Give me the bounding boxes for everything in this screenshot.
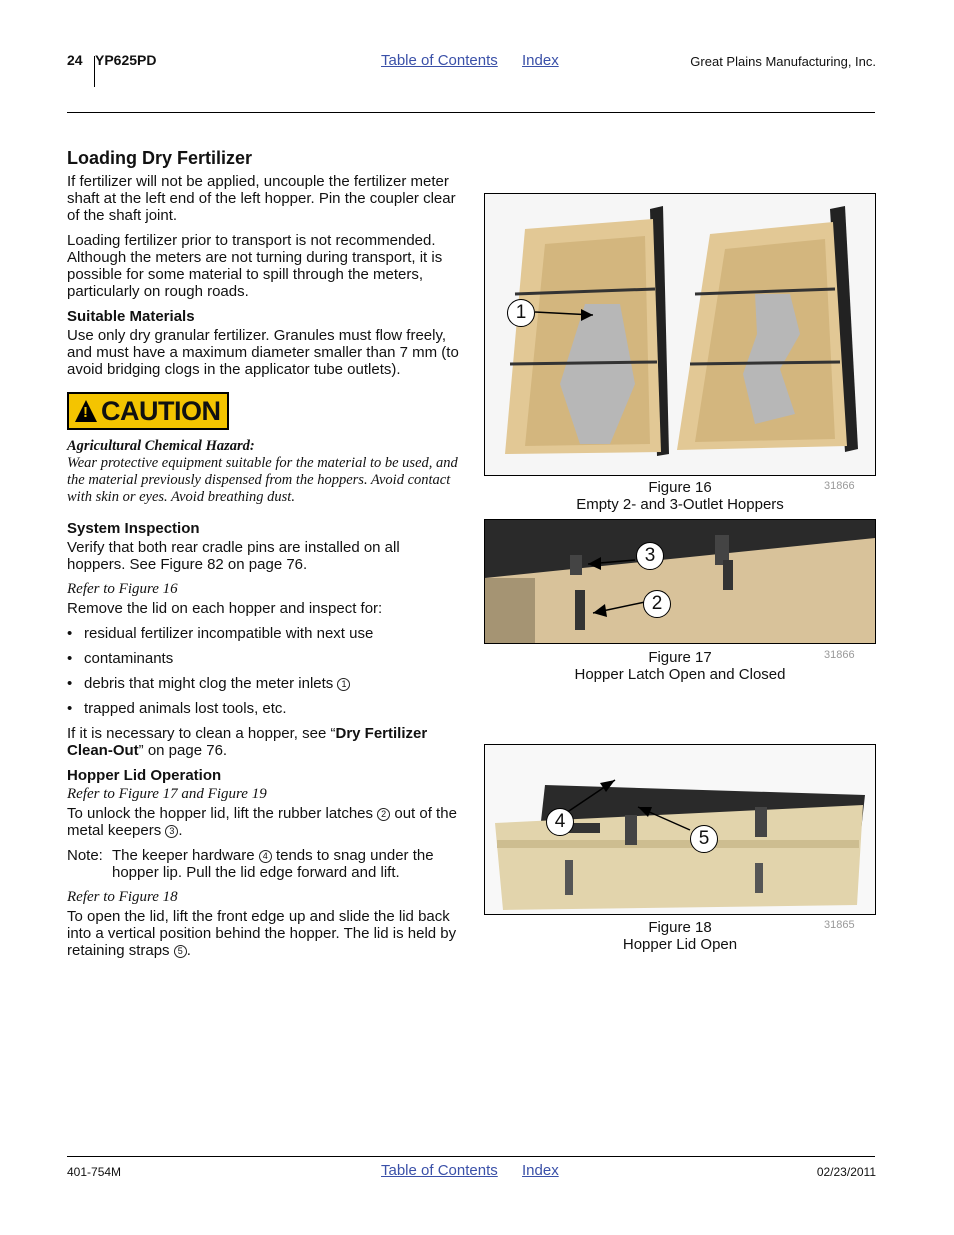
list-item: • trapped animals lost tools, etc. (67, 700, 459, 717)
main-column (67, 150, 459, 967)
lid-open-illustration (485, 745, 875, 914)
header-rule (67, 112, 875, 113)
figure-18-caption: Figure 18 Hopper Lid Open (622, 919, 738, 953)
figure-16-id: 31866 (824, 480, 855, 492)
note-text: The keeper hardware 4 tends to snag under the hopper lip. Pull the lid edge forward and lift. (112, 847, 434, 881)
callout-2: 2 (643, 590, 671, 618)
lid-operation-heading: Hopper Lid Operation (67, 767, 222, 784)
remove-lid-text: Remove the lid on each hopper and inspect for: (67, 600, 383, 617)
system-inspection-text: Verify that both rear cradle pins are installed on all hoppers. See Figure 82 on page 76. (67, 539, 400, 573)
refer-figure-17-19: Refer to Figure 17 and Figure 19 (67, 786, 267, 802)
list-item: • contaminants (67, 650, 459, 667)
hopper-illustration (485, 194, 875, 475)
callout-3: 3 (636, 542, 664, 570)
suitable-materials-text: Use only dry granular fertilizer. Granules must flow freely, and must have a maximum diameter smaller than 7 mm (to avoid bridging clogs in the applicator tube outlets). (67, 327, 459, 378)
figure-16-image (484, 193, 876, 476)
callout-marker: 1 (337, 678, 350, 691)
callout-marker: 2 (377, 808, 390, 821)
figure-18-id: 31865 (824, 919, 855, 931)
list-item: • residual fertilizer incompatible with next use (67, 625, 459, 642)
figure-16-caption: Figure 16 Empty 2- and 3-Outlet Hoppers (576, 479, 784, 513)
footer-rule (67, 1156, 875, 1157)
intro-paragraph-1: If fertilizer will not be applied, uncouple the fertilizer meter shaft at the left end of the left hopper. Pin the coupler clear of the shaft joint. (67, 173, 456, 224)
figure-17-id: 31866 (824, 649, 855, 661)
warning-triangle-icon: ! (75, 400, 97, 422)
open-lid-paragraph: To open the lid, lift the front edge up and slide the lid back into a vertical position behind the hopper. The lid is held by retaining straps 5 . (67, 908, 457, 959)
callout-marker: 5 (174, 945, 187, 958)
page-header-left (67, 52, 156, 68)
figure-18-image (484, 744, 876, 915)
note-label: Note: (67, 847, 103, 864)
intro-paragraph-2: Loading fertilizer prior to transport is not recommended. Although the meters are not turning during transport, it is possible for some material to spill through the meters, particularly on rough roads. (67, 232, 443, 300)
doc-number: 401-754M (67, 1165, 122, 1179)
section-title: Loading Dry Fertilizer (67, 148, 253, 168)
latch-illustration (485, 520, 875, 643)
callout-4: 4 (546, 808, 574, 836)
figure-17-caption: Figure 17 Hopper Latch Open and Closed (574, 649, 786, 683)
company-name: Great Plains Manufacturing, Inc. (690, 54, 876, 69)
note-block (67, 847, 459, 881)
toc-link-bottom[interactable]: Table of Contents (381, 1162, 498, 1179)
callout-1: 1 (507, 299, 535, 327)
hazard-text: Wear protective equipment suitable for the material to be used, and the material previously dispensed from the hoppers. Avoid contact with skin or eyes. Avoid breathing dust. (67, 455, 458, 505)
hazard-title: Agricultural Chemical Hazard: (67, 438, 255, 454)
list-item: • debris that might clog the meter inlets 1 (67, 675, 459, 692)
callout-marker: 4 (259, 850, 272, 863)
refer-figure-18: Refer to Figure 18 (67, 889, 178, 905)
clean-out-paragraph: If it is necessary to clean a hopper, see “Dry Fertilizer Clean-Out” on page 76. (67, 725, 428, 759)
callout-marker: 3 (165, 825, 178, 838)
index-link-top[interactable]: Index (522, 52, 559, 69)
page-number: 24 (67, 52, 83, 68)
callout-5: 5 (690, 825, 718, 853)
system-inspection-heading: System Inspection (67, 520, 200, 537)
caution-label (67, 392, 229, 430)
figure-17-image (484, 519, 876, 644)
doc-date: 02/23/2011 (816, 1165, 876, 1179)
caution-text: CAUTION (101, 395, 221, 426)
unlock-paragraph: To unlock the hopper lid, lift the rubber latches 2 out of the metal keepers 3 . (67, 805, 457, 839)
refer-figure-16: Refer to Figure 16 (67, 581, 178, 597)
toc-link-top[interactable]: Table of Contents (381, 52, 498, 69)
inspection-list (67, 625, 459, 717)
header-divider (94, 56, 95, 87)
suitable-materials-heading: Suitable Materials (67, 308, 195, 325)
clean-out-link-text: Dry Fertilizer Clean-Out (67, 725, 428, 759)
index-link-bottom[interactable]: Index (522, 1162, 559, 1179)
model-name: YP625PD (95, 52, 157, 68)
